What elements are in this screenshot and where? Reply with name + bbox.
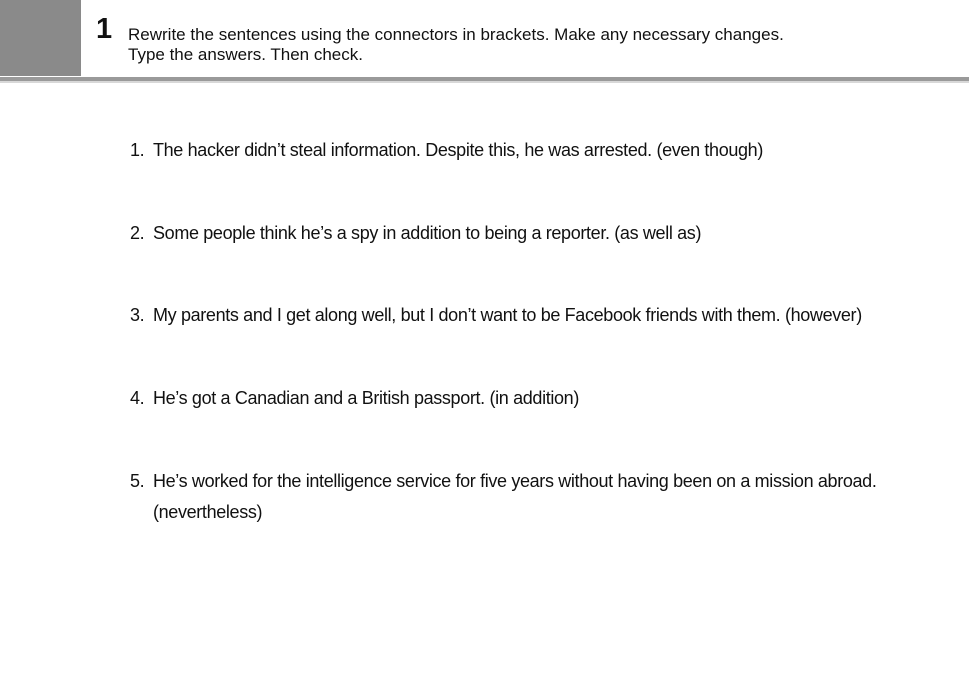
item-number: 4. (130, 388, 145, 408)
item-text: Some people think he’s a spy in addition to being a reporter. (as well as) (153, 223, 702, 243)
instruction-line-2: Type the answers. Then check. (128, 45, 363, 64)
instruction-line-1: Rewrite the sentences using the connectors in brackets. Make any necessary changes. (128, 25, 784, 44)
item-number: 2. (130, 223, 145, 243)
item-number: 3. (130, 305, 145, 325)
item-text: He’s worked for the intelligence service for five years without having been on a mission abroad. (nevertheless) (153, 471, 877, 522)
exercise-instructions (128, 25, 928, 65)
exercise-number: 1 (96, 13, 113, 45)
item-number: 5. (130, 471, 145, 491)
item-text: My parents and I get along well, but I don’t want to be Facebook friends with them. (however) (153, 305, 862, 325)
header-color-block (0, 0, 81, 76)
sentence-item-2 (130, 218, 890, 249)
sentence-item-4 (130, 383, 890, 414)
header-divider-shadow (0, 81, 969, 83)
item-number: 1. (130, 140, 145, 160)
sentence-item-3 (130, 300, 890, 331)
exercise-header (0, 0, 969, 80)
item-text: He’s got a Canadian and a British passport. (in addition) (153, 388, 579, 408)
sentence-item-1 (130, 135, 890, 166)
item-text: The hacker didn’t steal information. Despite this, he was arrested. (even though) (153, 140, 763, 160)
sentence-item-5 (130, 466, 890, 528)
